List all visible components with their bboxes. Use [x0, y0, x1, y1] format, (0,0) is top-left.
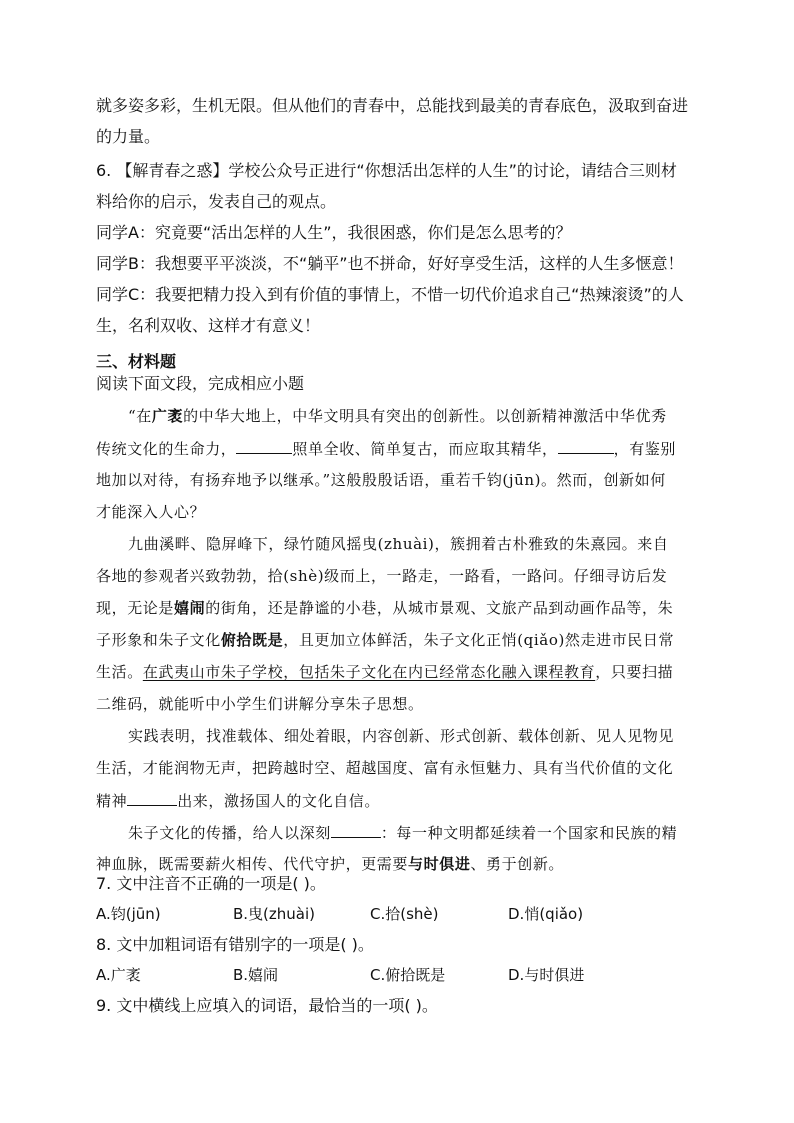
- passage-p3-line-3: 精神 出来，激扬国人的文化自信。: [96, 792, 381, 810]
- question-8-option-d: D.与时俱进: [508, 966, 585, 984]
- passage-p2-line-4: 子形象和朱子文化俯拾既是，且更加立体鲜活，朱子文化正悄(qiǎo)然走进市民日常: [96, 631, 675, 649]
- passage-p3-line-1: 实践表明，找准载体、细处着眼，内容创新、形式创新、载体创新、见人见物见: [128, 727, 675, 745]
- bold-word-xinao: 嬉闹: [174, 599, 206, 617]
- bold-word-fushijishi: 俯拾既是: [220, 631, 284, 649]
- passage-p1-line-3: 地加以对待，有扬弃地予以继承。”这般殷殷话语，重若千钧(jūn)。然而，创新如何: [96, 471, 666, 489]
- passage-p1-line-2: 传统文化的生命力， 照单全收、简单复古，而应取其精华， ，有鉴别: [96, 440, 677, 458]
- section-3-title: 三、材料题: [96, 352, 177, 371]
- question-7-option-a: A.钧(jūn): [96, 905, 161, 923]
- fill-blank-3: [127, 790, 177, 806]
- passage-p2-line-3: 现，无论是嬉闹的街角，还是静谧的小巷，从城市景观、文旅产品到动画作品等，朱: [96, 599, 674, 617]
- question-8-stem: 8. 文中加粗词语有错别字的一项是( )。: [96, 935, 374, 954]
- question-9-stem: 9. 文中横线上应填入的词语，最恰当的一项( )。: [96, 996, 438, 1015]
- question-8-option-b: B.嬉闹: [233, 966, 279, 984]
- fill-blank-2: [558, 438, 614, 454]
- passage-p2-line-5: 生活。在武夷山市朱子学校，包括朱子文化在内已经常态化融入课程教育，只要扫描: [96, 663, 674, 681]
- section-3-instruction: 阅读下面文段，完成相应小题: [96, 374, 305, 393]
- passage-p4-line-2: 神血脉，既需要薪火相传、代代守护，更需要与时俱进、勇于创新。: [96, 855, 565, 873]
- student-b-line: 同学B：我想要平平淡淡，不“躺平”也不拼命，好好享受生活，这样的人生多惬意！: [96, 254, 684, 273]
- question-7-option-c: C.拾(shè): [370, 905, 439, 923]
- intro-line-1: 就多姿多彩，生机无限。但从他们的青春中，总能找到最美的青春底色，汲取到奋进: [96, 96, 689, 115]
- question-7-stem: 7. 文中注音不正确的一项是( )。: [96, 874, 326, 893]
- student-c-line-1: 同学C：我要把精力投入到有价值的事情上，不惜一切代价追求自己“热辣滚烫”的人: [96, 285, 684, 304]
- fill-blank-4: [331, 822, 381, 838]
- question-6-line-2: 料给你的启示，发表自己的观点。: [96, 192, 337, 211]
- student-a-line: 同学A：究竟要“活出怎样的人生”，我很困惑，你们是怎么思考的？: [96, 223, 572, 242]
- bold-word-yushijujin: 与时俱进: [408, 855, 471, 873]
- question-8-option-a: A.广袤: [96, 966, 141, 984]
- passage-p4-line-1: 朱子文化的传播，给人以深刻 ：每一种文明都延续着一个国家和民族的精: [128, 824, 678, 842]
- question-6-line-1: 6. 【解青春之惑】学校公众号正进行“你想活出怎样的人生”的讨论，请结合三则材: [96, 161, 677, 180]
- question-8-option-c: C.俯拾既是: [370, 966, 446, 984]
- bold-word-guangmao: 广袤: [151, 407, 184, 425]
- question-7-option-b: B.曳(zhuài): [233, 905, 316, 923]
- underlined-sentence: 在武夷山市朱子学校，包括朱子文化在内已经常态化融入课程教育: [142, 663, 596, 681]
- question-7-option-d: D.悄(qiǎo): [508, 905, 584, 923]
- intro-line-2: 的力量。: [96, 127, 161, 146]
- passage-p1-line-1: “在广袤的中华大地上，中华文明具有突出的创新性。以创新精神激活中华优秀: [128, 407, 667, 425]
- fill-blank-1: [236, 438, 292, 454]
- passage-p1-line-4: 才能深入人心？: [96, 503, 206, 521]
- passage-p3-line-2: 生活，才能润物无声，把跨越时空、超越国度、富有永恒魅力、具有当代价值的文化: [96, 759, 674, 777]
- student-c-line-2: 生，名利双收、这样才有意义！: [96, 316, 321, 335]
- passage-p2-line-2: 各地的参观者兴致勃勃，拾(shè)级而上，一路走，一路看，一路问。仔细寻访后发: [96, 567, 668, 585]
- passage-p2-line-1: 九曲溪畔、隐屏峰下，绿竹随风摇曳(zhuài)，簇拥着古朴雅致的朱熹园。来自: [128, 535, 669, 553]
- passage-p2-line-6: 二维码，就能听中小学生们讲解分享朱子思想。: [96, 695, 424, 713]
